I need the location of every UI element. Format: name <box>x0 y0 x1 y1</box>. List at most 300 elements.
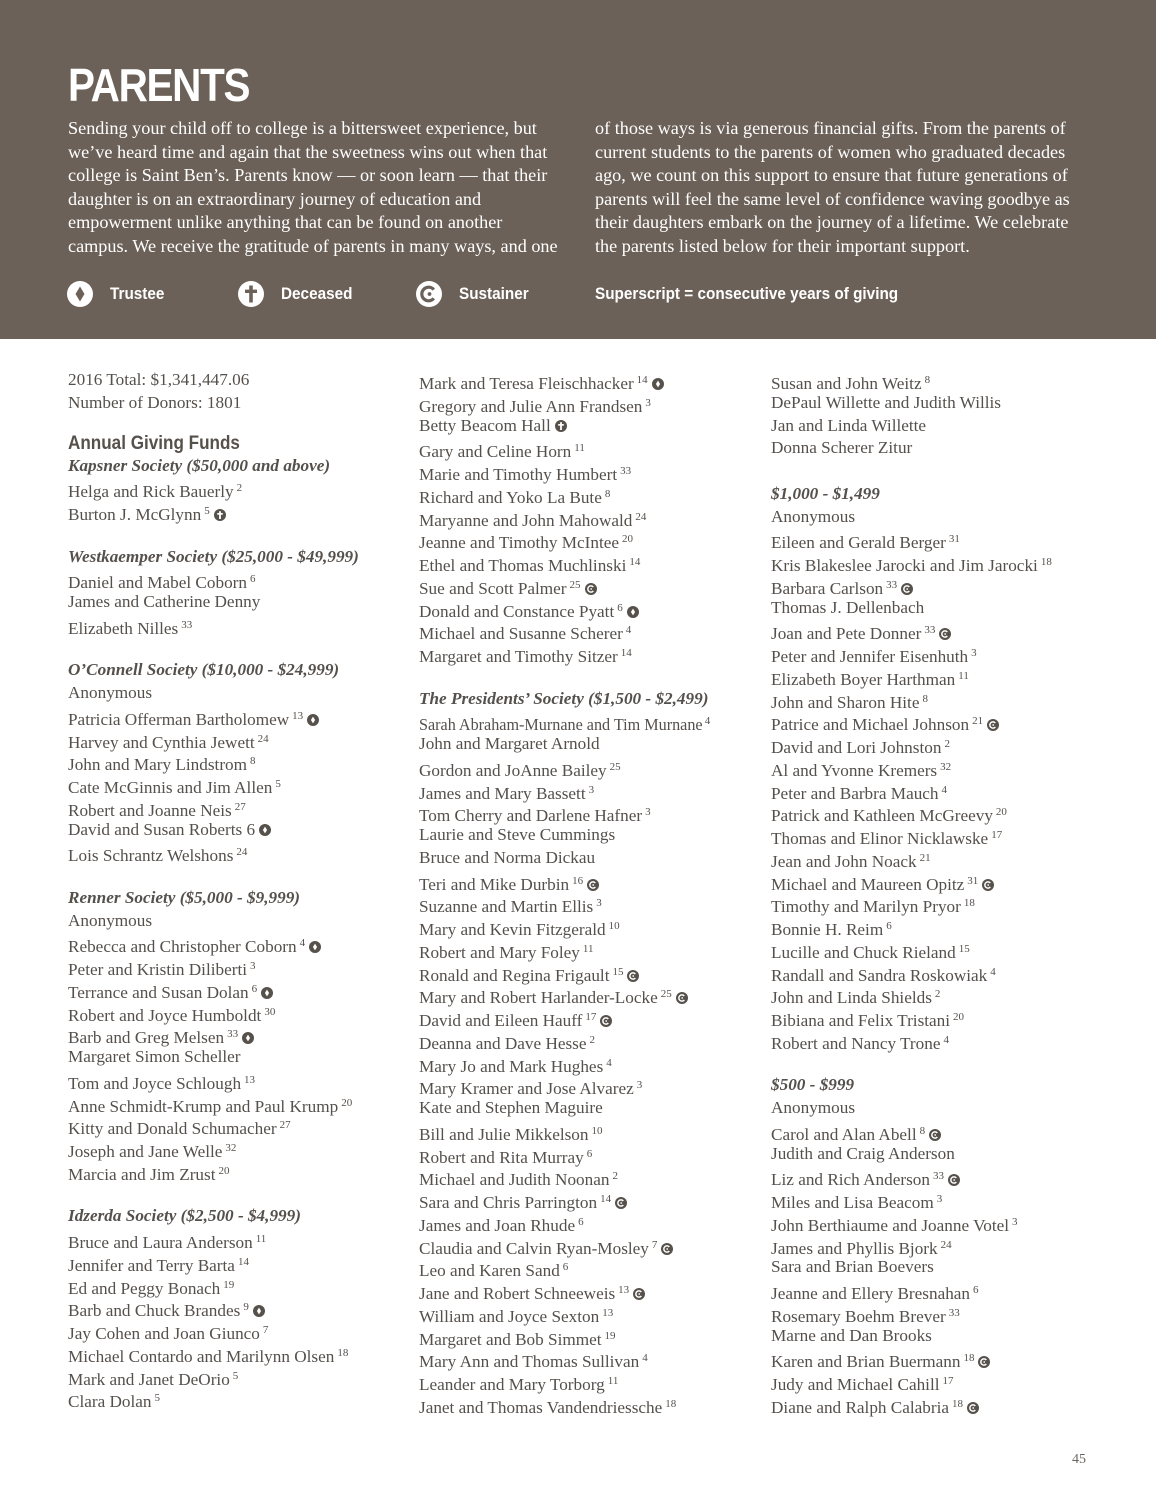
entry-text: Margaret and Timothy Sitzer <box>419 647 618 666</box>
entry-text: Kate and Stephen Maguire <box>419 1098 603 1117</box>
donor-entry <box>68 819 403 842</box>
entry-text: Margaret Simon Scheller <box>68 1047 241 1066</box>
years-of-giving: 3 <box>936 1193 943 1205</box>
section-spacer <box>419 665 754 688</box>
donor-entry <box>68 1319 403 1342</box>
sustainer-icon <box>587 879 599 891</box>
years-of-giving: 33 <box>227 1028 239 1041</box>
entry-text: Rebecca and Christopher Coborn <box>68 937 297 957</box>
donor-entry <box>419 1234 754 1257</box>
page-title: PARENTS <box>68 59 250 111</box>
giving-level-heading <box>771 1074 1111 1097</box>
giving-level-heading <box>771 483 1111 506</box>
donor-entry <box>771 733 1111 756</box>
donor-entry <box>68 773 403 796</box>
years-of-giving: 24 <box>940 1238 952 1251</box>
donor-entry <box>419 1006 754 1029</box>
donor-entry <box>771 1188 1111 1211</box>
trustee-icon <box>253 1305 265 1317</box>
donor-entry <box>419 938 754 961</box>
entry-text: Ed and Peggy Bonach <box>68 1278 221 1298</box>
intro-paragraph-right <box>595 117 1095 259</box>
years-of-giving: 8 <box>919 1124 926 1137</box>
donor-entry <box>771 710 1111 733</box>
years-of-giving: 24 <box>257 732 269 745</box>
entry-text: Patricia Offerman Bartholomew <box>68 709 290 729</box>
years-of-giving: 33 <box>181 618 193 631</box>
sustainer-icon <box>600 1015 612 1027</box>
sustainer-icon <box>627 970 639 982</box>
entry-text: Claudia and Calvin Ryan-Mosley <box>419 1238 649 1258</box>
donor-entry <box>771 597 1111 620</box>
years-of-giving: 25 <box>569 578 581 591</box>
donor-entry <box>771 779 1111 802</box>
years-of-giving: 8 <box>922 692 928 705</box>
years-of-giving: 2 <box>612 1170 618 1183</box>
giving-level-heading <box>68 887 403 910</box>
entry-text: DePaul Willette and Judith Willis <box>771 392 1001 412</box>
entry-text: Sue and Scott Palmer <box>419 578 567 598</box>
donor-entry <box>419 870 754 893</box>
years-of-giving: 11 <box>582 942 594 955</box>
entry-text: Ronald and Regina Frigault <box>419 965 610 985</box>
entry-text: Robert and Mary Foley <box>419 942 580 962</box>
entry-text: Mary Jo and Mark Hughes <box>419 1056 604 1076</box>
entry-text: Anonymous <box>68 910 153 930</box>
years-of-giving: 27 <box>234 800 246 813</box>
intro-line: of those ways is via generous financial gifts. From the parents of <box>595 118 1066 138</box>
donor-entry <box>419 1120 754 1143</box>
entry-text: Michael and Judith Noonan <box>419 1170 610 1190</box>
entry-text: Jennifer and Terry Barta <box>68 1255 235 1275</box>
donor-entry <box>771 824 1111 847</box>
intro-line: parents will feel the same level of confidence waving goodbye as <box>595 188 1070 209</box>
entry-text: The Presidents’ Society ($1,500 - $2,499) <box>419 688 709 708</box>
entry-text: Leander and Mary Torborg <box>419 1375 605 1394</box>
years-of-giving: 11 <box>607 1375 619 1387</box>
entry-text: Maryanne and John Mahowald <box>419 510 633 530</box>
section-spacer <box>771 1052 1111 1075</box>
intro-line: campus. We receive the gratitude of parents in many ways, and one <box>68 235 558 256</box>
donor-entry <box>68 1342 403 1365</box>
trustee-icon <box>242 1032 254 1044</box>
entry-text: Anonymous <box>68 683 153 702</box>
entry-text: John Berthiaume and Joanne Votel <box>771 1215 1010 1235</box>
donor-entry <box>68 1001 403 1024</box>
entry-text: Patrick and Kathleen McGreevy <box>771 806 993 826</box>
donor-entry <box>68 1114 403 1137</box>
donor-entry <box>419 574 754 597</box>
entry-text: Judith and Craig Anderson <box>771 1143 955 1163</box>
cross-icon <box>238 281 264 307</box>
entry-text: Michael and Susanne Scherer <box>419 624 623 644</box>
entry-text: David and Susan Roberts 6 <box>68 819 256 839</box>
entry-text: Bonnie H. Reim <box>771 920 884 939</box>
entry-text: Lois Schrantz Welshons <box>68 846 234 866</box>
donor-entry <box>419 1325 754 1348</box>
entry-text: Jan and Linda Willette <box>771 415 927 435</box>
entry-text: Michael and Maureen Opitz <box>771 874 965 894</box>
donor-entry <box>419 1347 754 1370</box>
years-of-giving: 3 <box>1012 1215 1018 1228</box>
section-spacer <box>68 637 403 660</box>
entry-text: Randall and Sandra Roskowiak <box>771 965 988 985</box>
years-of-giving: 4 <box>642 1352 648 1365</box>
intro-paragraph-left <box>68 117 568 259</box>
entry-text: Peter and Barbra Mauch <box>771 783 939 803</box>
entry-text: Mary Ann and Thomas Sullivan <box>419 1352 640 1372</box>
donor-entry <box>771 915 1111 938</box>
donor-entry <box>419 642 754 665</box>
donor-entry <box>68 1251 403 1274</box>
sustainer-icon <box>615 1197 627 1209</box>
donor-entry <box>771 961 1111 984</box>
entry-text: Eileen and Gerald Berger <box>771 533 946 553</box>
years-of-giving: 6 <box>251 982 258 995</box>
years-of-giving: 7 <box>651 1238 658 1251</box>
donor-entry <box>419 483 754 506</box>
years-of-giving: 2 <box>589 1033 596 1046</box>
donor-entry <box>419 1188 754 1211</box>
entry-text: Liz and Rich Anderson <box>771 1170 930 1190</box>
entry-text: Annual Giving Funds <box>68 432 240 454</box>
entry-text: Jeanne and Timothy McIntee <box>419 533 620 553</box>
cross-icon <box>214 509 226 521</box>
years-of-giving: 4 <box>606 1056 612 1069</box>
intro-line: empowerment unlike anything that can be found on another <box>68 212 503 233</box>
donor-entry <box>771 1165 1111 1188</box>
page-number: 45 <box>1072 1452 1086 1467</box>
years-of-giving: 6 <box>617 601 623 614</box>
years-of-giving: 15 <box>958 942 970 955</box>
donor-entry <box>419 1074 754 1097</box>
donor-entry <box>771 1097 1111 1120</box>
years-of-giving: 4 <box>943 1033 949 1046</box>
donor-entry <box>419 1052 754 1075</box>
sustainer-icon <box>676 992 688 1004</box>
years-of-giving: 3 <box>645 396 651 409</box>
years-of-giving: 17 <box>991 829 1003 841</box>
sustainer-icon <box>585 583 597 595</box>
donor-entry <box>419 619 754 642</box>
donor-entry <box>771 847 1111 870</box>
sustainer-icon <box>987 719 999 731</box>
entry-text: Deanna and Dave Hesse <box>419 1033 587 1053</box>
intro-line: Sending your child off to college is a bittersweet experience, but <box>68 118 537 138</box>
years-of-giving: 11 <box>574 442 585 455</box>
entry-text: Margaret and Bob Simmet <box>419 1329 602 1349</box>
years-of-giving: 8 <box>250 755 256 768</box>
sustainer-icon <box>929 1129 941 1141</box>
years-of-giving: 31 <box>948 533 960 546</box>
entry-text: Burton J. McGlynn <box>68 505 202 524</box>
section-spacer <box>68 864 403 887</box>
entry-text: Lucille and Chuck Rieland <box>771 942 956 962</box>
years-of-giving: 18 <box>963 1352 975 1365</box>
entry-text: Bibiana and Felix Tristani <box>771 1011 951 1030</box>
entry-text: Marne and Dan Brooks <box>771 1325 932 1345</box>
donor-entry <box>419 551 754 574</box>
donor-entry <box>419 1165 754 1188</box>
donor-entry <box>771 688 1111 711</box>
years-of-giving: 4 <box>625 624 632 637</box>
years-of-giving: 20 <box>622 533 634 546</box>
donor-entry <box>68 841 403 864</box>
entry-text: Renner Society ($5,000 - $9,999) <box>68 887 301 907</box>
years-of-giving: 4 <box>704 715 711 728</box>
legend-sustainer <box>416 280 536 308</box>
years-of-giving: 2 <box>236 482 243 495</box>
donor-entry <box>419 915 754 938</box>
donor-entry <box>771 551 1111 574</box>
donor-entry <box>68 568 403 591</box>
giving-level-heading <box>419 688 754 711</box>
donor-entry <box>68 1365 403 1388</box>
donor-entry <box>68 978 403 1001</box>
entry-text: Kris Blakeslee Jarocki and Jim Jarocki <box>771 556 1038 575</box>
donor-entry <box>68 1069 403 1092</box>
donor-entry <box>771 1370 1111 1393</box>
entry-text: Peter and Kristin Diliberti <box>68 960 248 979</box>
intro-line: college is Saint Ben’s. Parents know — or soon learn — that their <box>68 165 548 186</box>
donor-entry <box>68 682 403 705</box>
giving-level-heading <box>68 546 403 569</box>
entry-text: Patrice and Michael Johnson <box>771 715 970 735</box>
years-of-giving: 24 <box>635 510 647 523</box>
entry-text: Donald and Constance Pyatt <box>419 601 615 621</box>
years-of-giving: 7 <box>262 1324 269 1336</box>
years-of-giving: 5 <box>275 778 281 790</box>
section-spacer <box>771 460 1111 483</box>
donor-entry <box>68 1092 403 1115</box>
entry-text: $500 - $999 <box>771 1075 855 1095</box>
entry-text: 2016 Total: $1,341,447.06 <box>68 370 250 389</box>
entry-text: Judy and Michael Cahill <box>771 1375 940 1394</box>
entry-text: Tom and Joyce Schlough <box>68 1073 242 1093</box>
years-of-giving: 4 <box>990 965 996 978</box>
years-of-giving: 25 <box>660 988 672 1001</box>
entry-text: Elizabeth Boyer Harthman <box>771 669 956 689</box>
years-of-giving: 9 <box>243 1301 249 1314</box>
donor-entry <box>68 614 403 637</box>
entry-text: James and Joan Rhude <box>419 1215 576 1235</box>
donor-entry <box>68 500 403 523</box>
sustainer-icon <box>982 879 994 891</box>
entry-text: Laurie and Steve Cummings <box>419 825 616 844</box>
donor-entry <box>419 369 754 392</box>
years-of-giving: 8 <box>924 374 931 386</box>
donor-entry <box>771 1279 1111 1302</box>
sustainer-icon <box>939 628 951 640</box>
donor-entry <box>68 477 403 500</box>
years-of-giving: 5 <box>204 505 210 517</box>
donor-entry <box>419 415 754 438</box>
years-of-giving: 3 <box>588 783 595 796</box>
donor-entry <box>771 801 1111 824</box>
donor-entry <box>419 1302 754 1325</box>
intro-line: we’ve heard time and again that the sweetness wins out when that <box>68 141 548 162</box>
years-of-giving: 19 <box>223 1278 235 1291</box>
donor-entry <box>419 392 754 415</box>
entry-text: Terrance and Susan Dolan <box>68 982 249 1002</box>
entry-text: William and Joyce Sexton <box>419 1306 600 1326</box>
entry-text: Barb and Greg Melsen <box>68 1028 225 1048</box>
years-of-giving: 17 <box>585 1011 597 1023</box>
years-of-giving: 17 <box>942 1375 954 1387</box>
donor-entry <box>68 1228 403 1251</box>
donor-entry <box>419 779 754 802</box>
donor-entry <box>68 910 403 933</box>
entry-text: Donna Scherer Zitur <box>771 438 913 458</box>
sustainer-icon <box>948 1174 960 1186</box>
entry-text: James and Mary Bassett <box>419 783 586 803</box>
intro-line: current students to the parents of women who graduated decades <box>595 141 1066 162</box>
trustee-icon <box>307 714 319 726</box>
years-of-giving: 4 <box>941 783 948 796</box>
years-of-giving: 14 <box>636 374 648 386</box>
donor-entry <box>68 1046 403 1069</box>
entry-text: Teri and Mike Durbin <box>419 874 570 894</box>
sustainer-icon <box>416 281 442 307</box>
years-of-giving: 20 <box>995 806 1007 819</box>
section-spacer <box>68 523 403 546</box>
donor-column-1 <box>68 369 403 1410</box>
years-of-giving: 18 <box>337 1346 349 1359</box>
entry-text: Elizabeth Nilles <box>68 618 179 638</box>
entry-text: Gregory and Julie Ann Frandsen <box>419 396 643 416</box>
donor-entry <box>771 1211 1111 1234</box>
entry-text: Timothy and Marilyn Pryor <box>771 897 961 917</box>
donor-entry <box>419 506 754 529</box>
entry-text: Sara and Chris Parrington <box>419 1193 598 1212</box>
entry-text: Al and Yvonne Kremers <box>771 760 938 780</box>
years-of-giving: 14 <box>237 1255 249 1268</box>
entry-text: Jane and Robert Schneeweis <box>419 1284 616 1303</box>
years-of-giving: 21 <box>919 851 931 864</box>
donor-entry <box>419 1097 754 1120</box>
donor-entry <box>419 892 754 915</box>
intro-line: the parents listed below for their important support. <box>595 235 970 256</box>
donor-entry <box>771 938 1111 961</box>
entry-text: Clara Dolan <box>68 1392 152 1412</box>
legend-deceased <box>238 280 360 308</box>
entry-text: Helga and Rick Bauerly <box>68 482 234 502</box>
entry-text: Peter and Jennifer Eisenhuth <box>771 647 969 666</box>
entry-text: Robert and Rita Murray <box>419 1147 584 1167</box>
entry-text: Mary and Robert Harlander-Locke <box>419 988 658 1008</box>
years-of-giving: 32 <box>225 1142 237 1154</box>
entry-text: John and Mary Lindstrom <box>68 755 248 775</box>
years-of-giving: 18 <box>952 1397 964 1410</box>
entry-text: Miles and Lisa Beacom <box>771 1193 934 1212</box>
entry-text: Anonymous <box>771 506 856 526</box>
entry-text: Bruce and Norma Dickau <box>419 847 596 867</box>
donor-entry <box>771 1006 1111 1029</box>
cross-icon <box>555 420 567 432</box>
entry-text: Mary Kramer and Jose Alvarez <box>419 1079 634 1099</box>
legend-trustee-label: Trustee <box>110 284 165 303</box>
donor-entry <box>68 728 403 751</box>
donor-column-3 <box>771 369 1111 1416</box>
entry-text: Barb and Chuck Brandes <box>68 1301 241 1321</box>
entry-text: Westkaemper Society ($25,000 - $49,999) <box>68 546 359 566</box>
donor-entry <box>419 847 754 870</box>
donor-entry <box>419 961 754 984</box>
entry-text: Robert and Joyce Humboldt <box>68 1005 262 1025</box>
years-of-giving: 19 <box>604 1329 616 1342</box>
entry-text: Leo and Karen Sand <box>419 1261 560 1281</box>
years-of-giving: 18 <box>963 897 975 910</box>
donor-entry <box>419 824 754 847</box>
entry-text: Gary and Celine Horn <box>419 442 572 462</box>
legend <box>0 280 1156 308</box>
years-of-giving: 20 <box>341 1096 353 1109</box>
donor-entry <box>771 437 1111 460</box>
donor-entry <box>771 642 1111 665</box>
donor-entry <box>771 1143 1111 1166</box>
donor-entry <box>419 1029 754 1052</box>
donor-entry <box>68 1137 403 1160</box>
donor-entry <box>419 1211 754 1234</box>
entry-text: Rosemary Boehm Brever <box>771 1306 946 1326</box>
years-of-giving: 16 <box>572 874 584 887</box>
donor-entry <box>771 1029 1111 1052</box>
years-of-giving: 20 <box>953 1011 965 1023</box>
years-of-giving: 5 <box>232 1369 239 1382</box>
years-of-giving: 13 <box>292 709 304 722</box>
years-of-giving: 27 <box>279 1119 291 1132</box>
sustainer-icon <box>978 1356 990 1368</box>
entry-text: Jay Cohen and Joan Giunco <box>68 1324 260 1343</box>
entry-text: Anonymous <box>771 1098 856 1117</box>
entry-text: Carol and Alan Abell <box>771 1124 917 1144</box>
years-of-giving: 14 <box>629 556 641 568</box>
donor-entry <box>771 506 1111 529</box>
years-of-giving: 18 <box>665 1397 677 1410</box>
years-of-giving: 10 <box>608 920 620 932</box>
years-of-giving: 18 <box>1040 556 1052 568</box>
donor-entry <box>419 983 754 1006</box>
entry-text: Gordon and JoAnne Bailey <box>419 760 607 780</box>
donor-entry <box>419 1256 754 1279</box>
years-of-giving: 24 <box>236 846 248 859</box>
donor-entry <box>771 1393 1111 1416</box>
entry-text: Tom Cherry and Darlene Hafner <box>419 806 643 826</box>
section-heading <box>68 429 370 455</box>
legend-superscript-text: Superscript = consecutive years of giving <box>595 284 899 303</box>
entry-text: David and Eileen Hauff <box>419 1011 583 1030</box>
entry-text: Ethel and Thomas Muchlinski <box>419 556 627 575</box>
years-of-giving: 15 <box>612 965 624 978</box>
years-of-giving: 3 <box>636 1079 643 1092</box>
years-of-giving: 6 <box>586 1147 593 1160</box>
years-of-giving: 14 <box>620 647 632 659</box>
years-of-giving: 11 <box>255 1233 267 1245</box>
entry-text: John and Sharon Hite <box>771 692 920 712</box>
intro-line: their daughters embark on the journey of a lifetime. We celebrate <box>595 212 1069 233</box>
years-of-giving: 33 <box>932 1170 944 1183</box>
entry-text: Janet and Thomas Vandendriessche <box>419 1397 663 1417</box>
years-of-giving: 2 <box>934 988 941 1001</box>
entry-text: Barbara Carlson <box>771 578 884 598</box>
years-of-giving: 33 <box>886 578 898 591</box>
years-of-giving: 5 <box>154 1392 161 1405</box>
entry-text: Idzerda Society ($2,500 - $4,999) <box>68 1206 301 1226</box>
legend-sustainer-label: Sustainer <box>459 284 529 303</box>
entry-text: Kitty and Donald Schumacher <box>68 1119 277 1139</box>
donor-entry <box>419 1370 754 1393</box>
donor-entry <box>771 528 1111 551</box>
